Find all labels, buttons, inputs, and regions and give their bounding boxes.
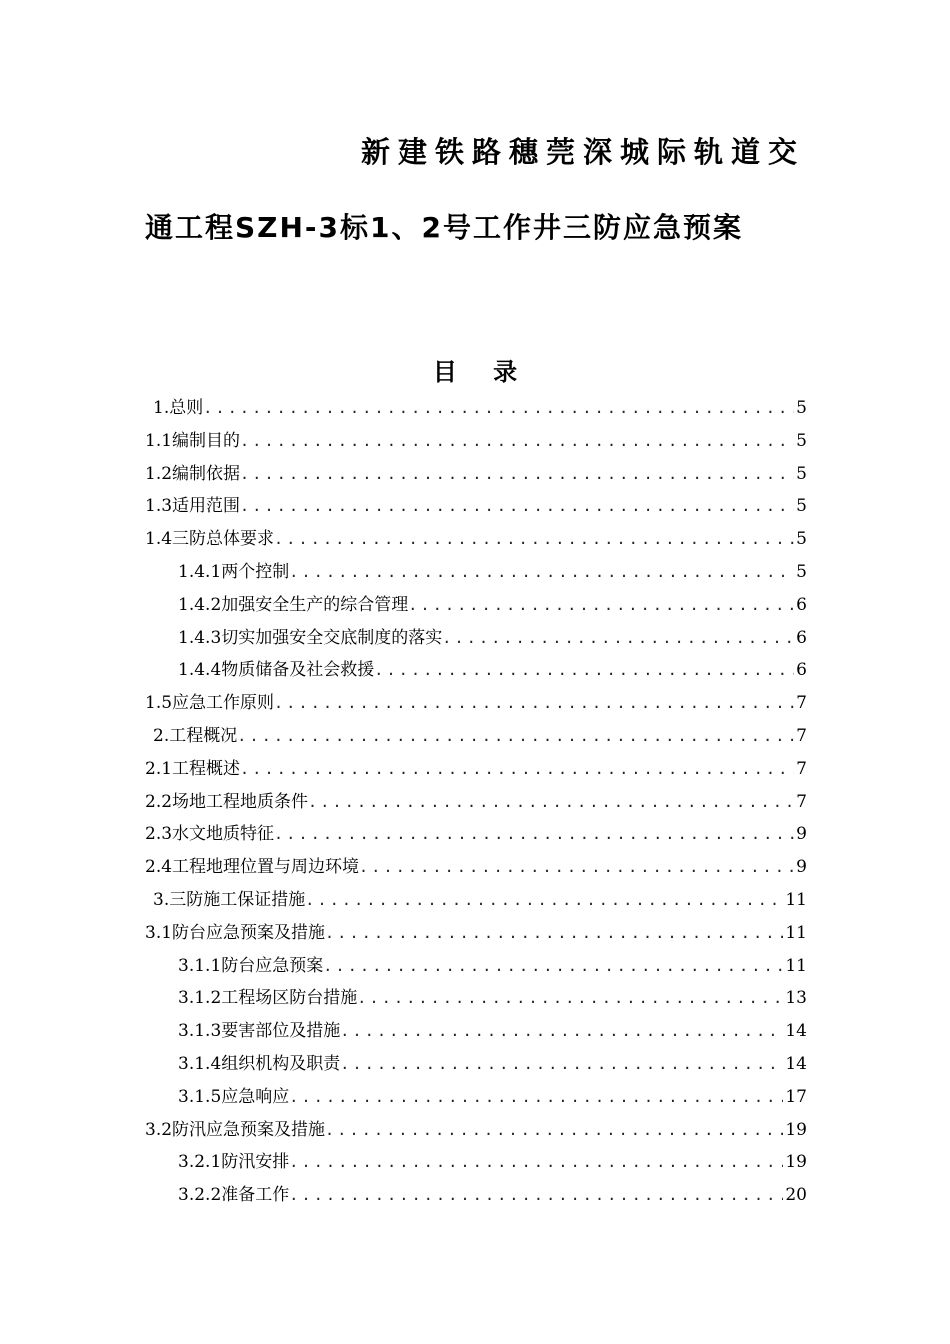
toc-entry-page-number: 19 bbox=[785, 1152, 807, 1173]
toc-entry-title: 1.4三防总体要求 bbox=[145, 529, 275, 550]
toc-dot-leader bbox=[340, 1048, 783, 1081]
toc-entry-title: 3.1.2工程场区防台措施 bbox=[178, 988, 358, 1009]
toc-entry-title: 1.2编制依据 bbox=[145, 463, 241, 484]
toc-dot-leader bbox=[340, 1015, 783, 1048]
toc-entry-page-number: 9 bbox=[796, 857, 807, 878]
toc-entry-title: 3.1.3要害部位及措施 bbox=[178, 1021, 341, 1042]
toc-entry-title: 3.2.2准备工作 bbox=[178, 1185, 290, 1206]
toc-entry-title: 1.5应急工作原则 bbox=[145, 693, 275, 714]
toc-entry-page-number: 19 bbox=[785, 1119, 807, 1140]
toc-entry-page-number: 5 bbox=[796, 463, 807, 484]
toc-entry[interactable] bbox=[145, 1146, 807, 1179]
toc-entry-page-number: 20 bbox=[785, 1185, 807, 1206]
toc-entry[interactable] bbox=[145, 884, 807, 917]
toc-entry-title: 2.1工程概述 bbox=[145, 758, 241, 779]
toc-entry-title: 2.工程概况 bbox=[153, 725, 238, 746]
toc-entry-page-number: 7 bbox=[796, 791, 807, 812]
toc-entry-title: 1.4.4物质储备及社会救援 bbox=[178, 660, 375, 681]
toc-entry-page-number: 7 bbox=[796, 758, 807, 779]
toc-entry-title: 3.1.5应急响应 bbox=[178, 1086, 290, 1107]
toc-entry[interactable] bbox=[145, 687, 807, 720]
toc-entry[interactable] bbox=[145, 1179, 807, 1212]
toc-entry[interactable] bbox=[145, 589, 807, 622]
toc-entry[interactable] bbox=[145, 950, 807, 983]
toc-dot-leader bbox=[442, 622, 794, 655]
toc-entry[interactable] bbox=[145, 818, 807, 851]
toc-entry-page-number: 5 bbox=[796, 430, 807, 451]
toc-entry[interactable] bbox=[145, 523, 807, 556]
toc-dot-leader bbox=[237, 720, 794, 753]
toc-dot-leader bbox=[274, 687, 794, 720]
toc-entry[interactable] bbox=[145, 851, 807, 884]
toc-entry-page-number: 5 bbox=[796, 398, 807, 418]
toc-entry[interactable] bbox=[145, 425, 807, 458]
toc-entry[interactable] bbox=[145, 1114, 807, 1147]
table-of-contents bbox=[145, 392, 807, 1212]
toc-dot-leader bbox=[359, 851, 794, 884]
toc-entry-page-number: 11 bbox=[785, 955, 807, 976]
document-title-line-1: 新建铁路穗莞深城际轨道交 bbox=[360, 135, 805, 169]
toc-dot-leader bbox=[323, 950, 783, 983]
toc-dot-leader bbox=[325, 917, 783, 950]
toc-entry[interactable] bbox=[145, 622, 807, 655]
toc-entry-page-number: 6 bbox=[796, 660, 807, 681]
toc-entry-page-number: 5 bbox=[796, 529, 807, 550]
toc-dot-leader bbox=[240, 490, 794, 523]
toc-dot-leader bbox=[408, 589, 794, 622]
toc-entry-title: 1.总则 bbox=[153, 398, 204, 418]
toc-entry[interactable] bbox=[145, 556, 807, 589]
toc-entry[interactable] bbox=[145, 1081, 807, 1114]
toc-entry[interactable] bbox=[145, 786, 807, 819]
toc-entry[interactable] bbox=[145, 720, 807, 753]
toc-entry[interactable] bbox=[145, 753, 807, 786]
toc-entry-title: 1.3适用范围 bbox=[145, 496, 241, 517]
toc-entry-page-number: 11 bbox=[785, 889, 807, 910]
toc-entry-page-number: 6 bbox=[796, 627, 807, 648]
toc-dot-leader bbox=[325, 1114, 783, 1147]
toc-entry[interactable] bbox=[145, 654, 807, 687]
toc-entry[interactable] bbox=[145, 458, 807, 491]
toc-dot-leader bbox=[305, 884, 783, 917]
toc-dot-leader bbox=[240, 458, 794, 491]
toc-entry-page-number: 13 bbox=[785, 988, 807, 1009]
toc-entry-page-number: 6 bbox=[796, 594, 807, 615]
toc-entry-title: 1.4.2加强安全生产的综合管理 bbox=[178, 594, 409, 615]
toc-heading: 目 录 bbox=[432, 357, 532, 386]
toc-entry[interactable] bbox=[145, 917, 807, 950]
toc-entry-title: 2.4工程地理位置与周边环境 bbox=[145, 857, 360, 878]
toc-dot-leader bbox=[289, 556, 794, 589]
toc-entry-page-number: 11 bbox=[785, 922, 807, 943]
toc-entry-page-number: 7 bbox=[796, 725, 807, 746]
toc-dot-leader bbox=[289, 1146, 783, 1179]
toc-dot-leader bbox=[357, 982, 783, 1015]
toc-entry-title: 1.1编制目的 bbox=[145, 430, 241, 451]
toc-entry-title: 3.1防台应急预案及措施 bbox=[145, 922, 326, 943]
toc-entry[interactable] bbox=[145, 490, 807, 523]
toc-entry[interactable] bbox=[145, 392, 807, 425]
toc-entry-title: 3.1.1防台应急预案 bbox=[178, 955, 324, 976]
toc-entry[interactable] bbox=[145, 982, 807, 1015]
toc-dot-leader bbox=[289, 1179, 783, 1212]
toc-entry[interactable] bbox=[145, 1015, 807, 1048]
toc-entry-title: 2.2场地工程地质条件 bbox=[145, 791, 309, 812]
document-title-line-2: 通工程SZH-3标1、2号工作井三防应急预案 bbox=[145, 211, 743, 244]
toc-dot-leader bbox=[374, 654, 794, 687]
toc-dot-leader bbox=[240, 753, 794, 786]
toc-entry[interactable] bbox=[145, 1048, 807, 1081]
toc-dot-leader bbox=[240, 425, 794, 458]
toc-entry-title: 1.4.1两个控制 bbox=[178, 561, 290, 582]
toc-entry-title: 3.2.1防汛安排 bbox=[178, 1152, 290, 1173]
toc-dot-leader bbox=[308, 786, 794, 819]
toc-entry-page-number: 17 bbox=[785, 1086, 807, 1107]
toc-entry-page-number: 14 bbox=[785, 1021, 807, 1042]
toc-entry-title: 2.3水文地质特征 bbox=[145, 824, 275, 845]
toc-entry-title: 3.三防施工保证措施 bbox=[153, 889, 306, 910]
toc-dot-leader bbox=[203, 392, 794, 425]
toc-entry-title: 3.2防汛应急预案及措施 bbox=[145, 1119, 326, 1140]
toc-entry-title: 1.4.3切实加强安全交底制度的落实 bbox=[178, 627, 443, 648]
toc-entry-page-number: 7 bbox=[796, 693, 807, 714]
toc-dot-leader bbox=[289, 1081, 783, 1114]
toc-entry-page-number: 5 bbox=[796, 496, 807, 517]
toc-entry-page-number: 5 bbox=[796, 561, 807, 582]
toc-entry-page-number: 9 bbox=[796, 824, 807, 845]
toc-dot-leader bbox=[274, 523, 794, 556]
toc-entry-title: 3.1.4组织机构及职责 bbox=[178, 1053, 341, 1074]
toc-dot-leader bbox=[274, 818, 794, 851]
toc-entry-page-number: 14 bbox=[785, 1053, 807, 1074]
